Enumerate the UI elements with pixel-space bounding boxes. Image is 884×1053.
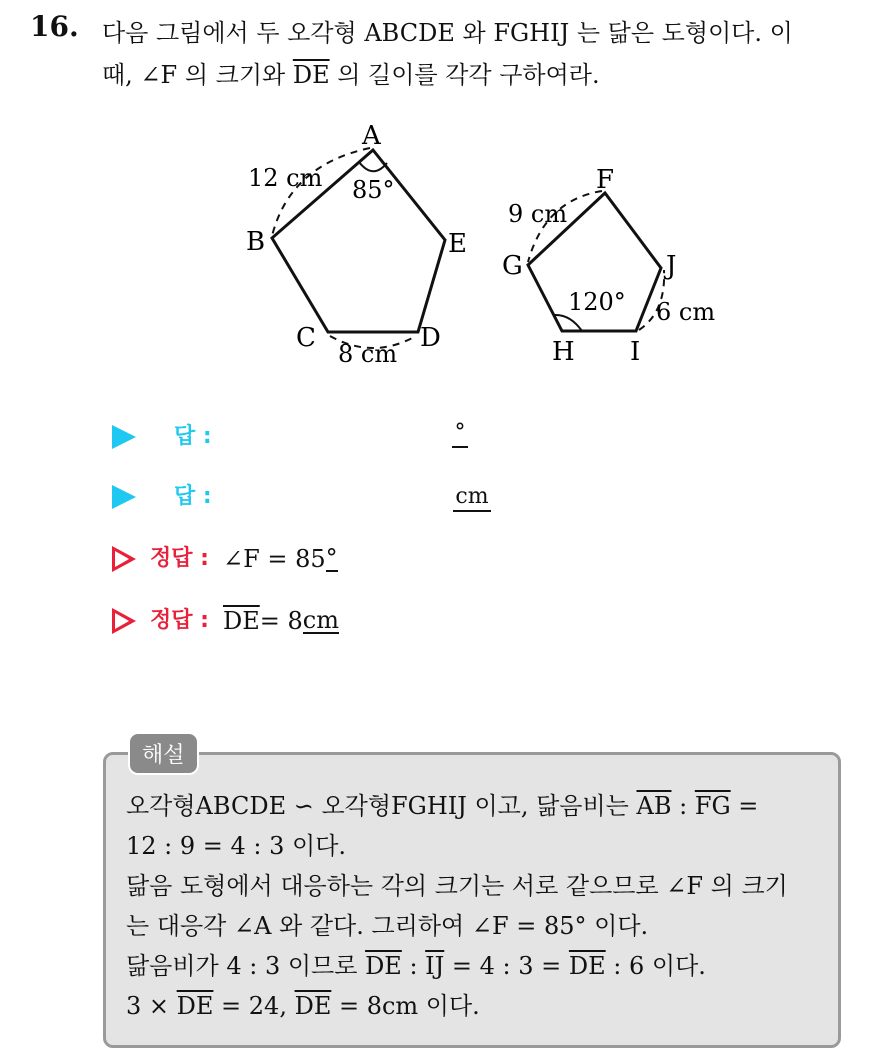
explanation-text-part: 닮음비가 4 : 3 이므로 bbox=[126, 952, 366, 980]
angle-a-value: 85° bbox=[352, 176, 395, 204]
label-g: G bbox=[502, 251, 523, 281]
explanation-line-6 bbox=[126, 986, 826, 1026]
question-text-part: 때, ∠F 의 크기와 bbox=[102, 61, 293, 89]
correct-label: 정답 : bbox=[150, 608, 209, 633]
correct-answer-2-unit: cm bbox=[302, 606, 339, 634]
explanation-text-part: : bbox=[671, 792, 695, 820]
explanation-text-part: = 4 : 3 = bbox=[444, 952, 569, 980]
explanation-line-1 bbox=[126, 786, 826, 826]
label-c: C bbox=[296, 323, 316, 353]
label-a: A bbox=[362, 121, 381, 151]
explanation-tag: 해설 bbox=[128, 732, 199, 775]
correct-answer-1-unit: ° bbox=[325, 544, 338, 572]
explanation-text-part: 오각형ABCDE ∽ 오각형FGHIJ 이고, 닮음비는 bbox=[126, 792, 637, 820]
segment-de: $\overline{DE}$ bbox=[568, 952, 606, 980]
side-cd-length: 8 cm bbox=[338, 340, 398, 368]
label-e: E bbox=[448, 229, 467, 259]
explanation-text bbox=[126, 786, 826, 1026]
answer-row-2 bbox=[112, 480, 212, 514]
explanation-text-part: = 24, bbox=[213, 992, 295, 1020]
correct-row-2 bbox=[112, 604, 339, 638]
explanation-text-part: 3 × bbox=[126, 992, 177, 1020]
segment-de: $\overline{DE}$ bbox=[292, 61, 330, 89]
segment-de: $\overline{DE}$ bbox=[365, 952, 402, 980]
explanation-line-3: 닮음 도형에서 대응하는 각의 크기는 서로 같으므로 ∠F 의 크기 bbox=[126, 872, 788, 900]
correct-row-1 bbox=[112, 542, 338, 576]
segment-ab: $\overline{AB}$ bbox=[636, 792, 672, 820]
segment-fg: $\overline{FG}$ bbox=[694, 792, 731, 820]
outline-arrow-icon bbox=[112, 608, 136, 634]
question-text-part: 의 길이를 각각 구하여라. bbox=[329, 61, 600, 89]
label-h: H bbox=[552, 337, 575, 367]
explanation-text-part: : bbox=[401, 952, 426, 980]
answer-2-input[interactable] bbox=[453, 484, 491, 512]
question-line-2 bbox=[102, 54, 862, 96]
segment-de: $\overline{DE}$ bbox=[176, 992, 214, 1020]
question-line-1: 다음 그림에서 두 오각형 ABCDE 와 FGHIJ 는 닮은 도형이다. 이 bbox=[102, 19, 793, 47]
explanation-line-2: 12 : 9 = 4 : 3 이다. bbox=[126, 832, 347, 860]
answer-label: 답 : bbox=[174, 484, 212, 509]
answer-1-unit: ° bbox=[454, 420, 466, 445]
segment-ij: $\overline{IJ}$ bbox=[425, 952, 445, 980]
explanation-text-part: : 6 이다. bbox=[605, 952, 706, 980]
play-arrow-icon bbox=[112, 425, 136, 449]
question-text bbox=[102, 12, 862, 96]
side-ij-length: 6 cm bbox=[656, 298, 716, 326]
outline-arrow-icon bbox=[112, 546, 136, 572]
answer-2-unit: cm bbox=[455, 484, 489, 509]
segment-de: $\overline{DE}$ bbox=[222, 607, 260, 635]
pentagon-figure bbox=[230, 110, 730, 380]
label-f: F bbox=[596, 165, 615, 195]
correct-answer-1: ∠F = 85 bbox=[222, 545, 326, 573]
label-b: B bbox=[246, 227, 266, 257]
explanation-line-4: 는 대응각 ∠A 와 같다. 그리하여 ∠F = 85° 이다. bbox=[126, 912, 649, 940]
question-number: 16. bbox=[30, 10, 79, 43]
answer-label: 답 : bbox=[174, 424, 212, 449]
side-ab-length: 12 cm bbox=[248, 164, 323, 192]
angle-h-value: 120° bbox=[568, 288, 626, 316]
label-i: I bbox=[630, 337, 641, 367]
answer-1-input[interactable] bbox=[452, 420, 468, 448]
explanation-text-part: = 8cm 이다. bbox=[331, 992, 480, 1020]
answer-row-1 bbox=[112, 420, 212, 454]
label-d: D bbox=[420, 323, 441, 353]
explanation-line-5 bbox=[126, 946, 826, 986]
label-j: J bbox=[666, 251, 677, 281]
side-fg-length: 9 cm bbox=[508, 200, 568, 228]
segment-de: $\overline{DE}$ bbox=[294, 992, 332, 1020]
correct-label: 정답 : bbox=[150, 546, 209, 571]
correct-answer-2: = 8 bbox=[259, 607, 303, 635]
explanation-text-part: = bbox=[730, 792, 759, 820]
play-arrow-icon bbox=[112, 485, 136, 509]
